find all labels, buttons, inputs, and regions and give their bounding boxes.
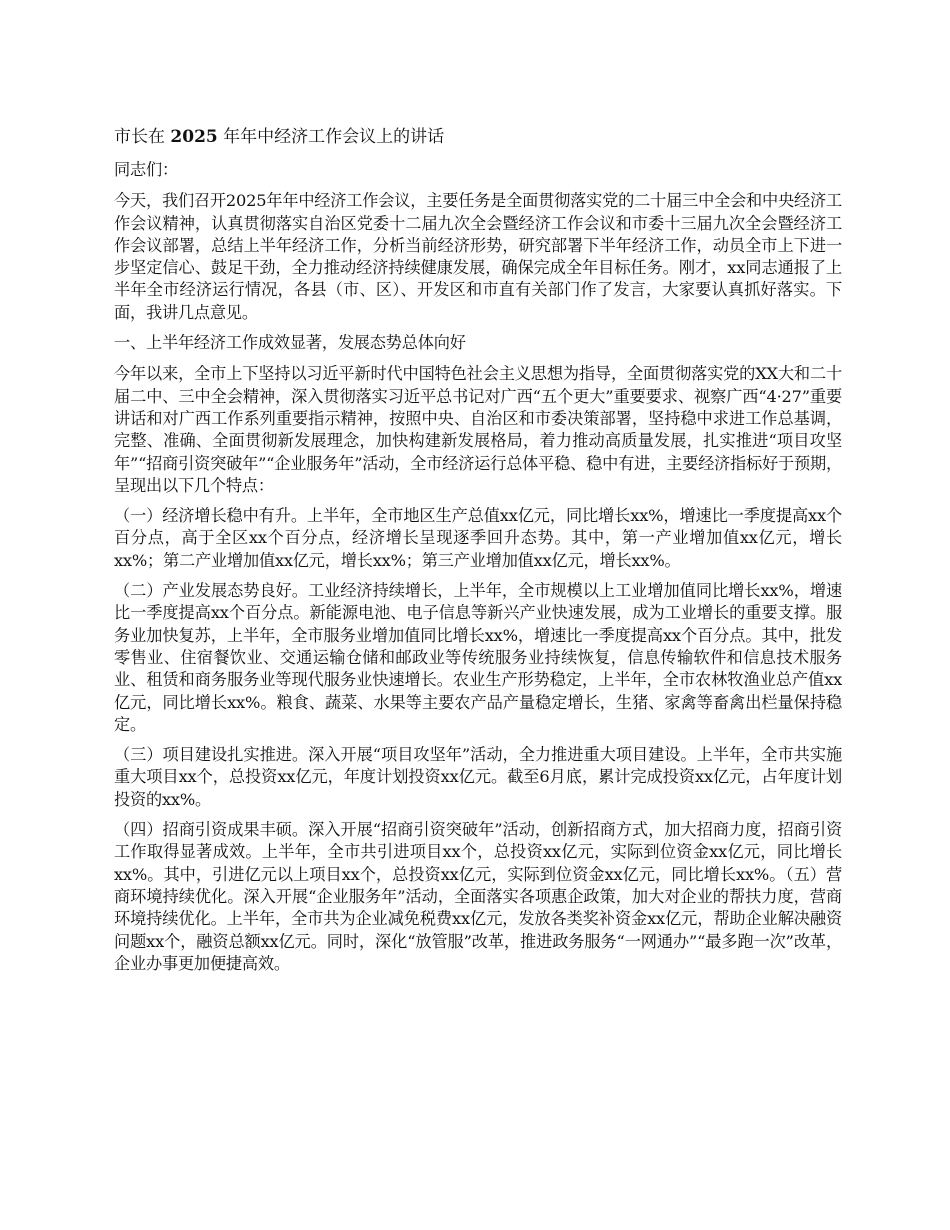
point-4-5-paragraph: （四）招商引资成果丰硕。深入开展“招商引资突破年”活动，创新招商方式，加大招商力度，招商引资工作取得显著成效。上半年，全市共引进项目xx个，总投资xx亿元，实际到位资金xx亿元，同比增长xx%。其中，引进亿元以上项目xx个，总投资xx亿元，实际到位资金xx亿元，同比增长xx%。（五）营商环境持续优化。深入开展“企业服务年”活动，全面落实各项惠企政策，加大对企业的帮扶力度，营商环境持续优化。上半年，全市共为企业减免税费xx亿元，发放各类奖补资金xx亿元，帮助企业解决融资问题xx个，融资总额xx亿元。同时，深化“放管服”改革，推进政务服务“一网通办”“最多跑一次”改革，企业办事更加便捷高效。	[114, 820, 842, 973]
section-heading-1: 一、上半年经济工作成效显著，发展态势总体向好	[114, 333, 466, 353]
point-1-paragraph: （一）经济增长稳中有升。上半年，全市地区生产总值xx亿元，同比增长xx%，增速比一季度提高xx个百分点，高于全区xx个百分点，经济增长呈现逐季回升态势。其中，第一产业增加值xx亿元，增长xx%；第二产业增加值xx亿元，增长xx%；第三产业增加值xx亿元，增长xx%。	[114, 506, 842, 570]
title-year: 2025	[170, 127, 218, 147]
intro-paragraph: 今天，我们召开2025年年中经济工作会议，主要任务是全面贯彻落实党的二十届三中全会和中央经济工作会议精神，认真贯彻落实自治区党委十二届九次全会暨经济工作会议和市委十三届九次全会暨经济工作会议部署，总结上半年经济工作，分析当前经济形势，研究部署下半年经济工作，动员全市上下进一步坚定信心、鼓足干劲，全力推动经济持续健康发展，确保完成全年目标任务。刚才，xx同志通报了上半年全市经济运行情况，各县（市、区）、开发区和市直有关部门作了发言，大家要认真抓好落实。下面，我讲几点意见。	[114, 191, 842, 322]
point-3-paragraph: （三）项目建设扎实推进。深入开展“项目攻坚年”活动，全力推进重大项目建设。上半年，全市共实施重大项目xx个，总投资xx亿元，年度计划投资xx亿元。截至6月底，累计完成投资xx亿元，占年度计划投资的xx%。	[114, 745, 842, 809]
section-1-intro: 今年以来，全市上下坚持以习近平新时代中国特色社会主义思想为指导，全面贯彻落实党的XX大和二十届二中、三中全会精神，深入贯彻落实习近平总书记对广西“五个更大”重要要求、视察广西“4·27”重要讲话和对广西工作系列重要指示精神，按照中央、自治区和市委决策部署，坚持稳中求进工作总基调，完整、准确、全面贯彻新发展理念，加快构建新发展格局，着力推动高质量发展，扎实推进“项目攻坚年”“招商引资突破年”“企业服务年”活动，全市经济运行总体平稳、稳中有进，主要经济指标好于预期，呈现出以下几个特点：	[114, 364, 842, 495]
point-2-paragraph: （二）产业发展态势良好。工业经济持续增长，上半年，全市规模以上工业增加值同比增长xx%，增速比一季度提高xx个百分点。新能源电池、电子信息等新兴产业快速发展，成为工业增长的重要支撑。服务业加快复苏，上半年，全市服务业增加值同比增长xx%，增速比一季度提高xx个百分点。其中，批发零售业、住宿餐饮业、交通运输仓储和邮政业等传统服务业持续恢复，信息传输软件和信息技术服务业、租赁和商务服务业等现代服务业快速增长。农业生产形势稳定，上半年，全市农林牧渔业总产值xx亿元，同比增长xx%。粮食、蔬菜、水果等主要农产品产量稳定增长，生猪、家禽等畜禽出栏量保持稳定。	[114, 581, 842, 734]
title-suffix: 年年中经济工作会议上的讲话	[223, 127, 445, 147]
title-prefix: 市长在	[114, 127, 165, 147]
document-title	[114, 124, 842, 150]
salutation: 同志们：	[114, 160, 178, 179]
document-page	[114, 124, 842, 983]
